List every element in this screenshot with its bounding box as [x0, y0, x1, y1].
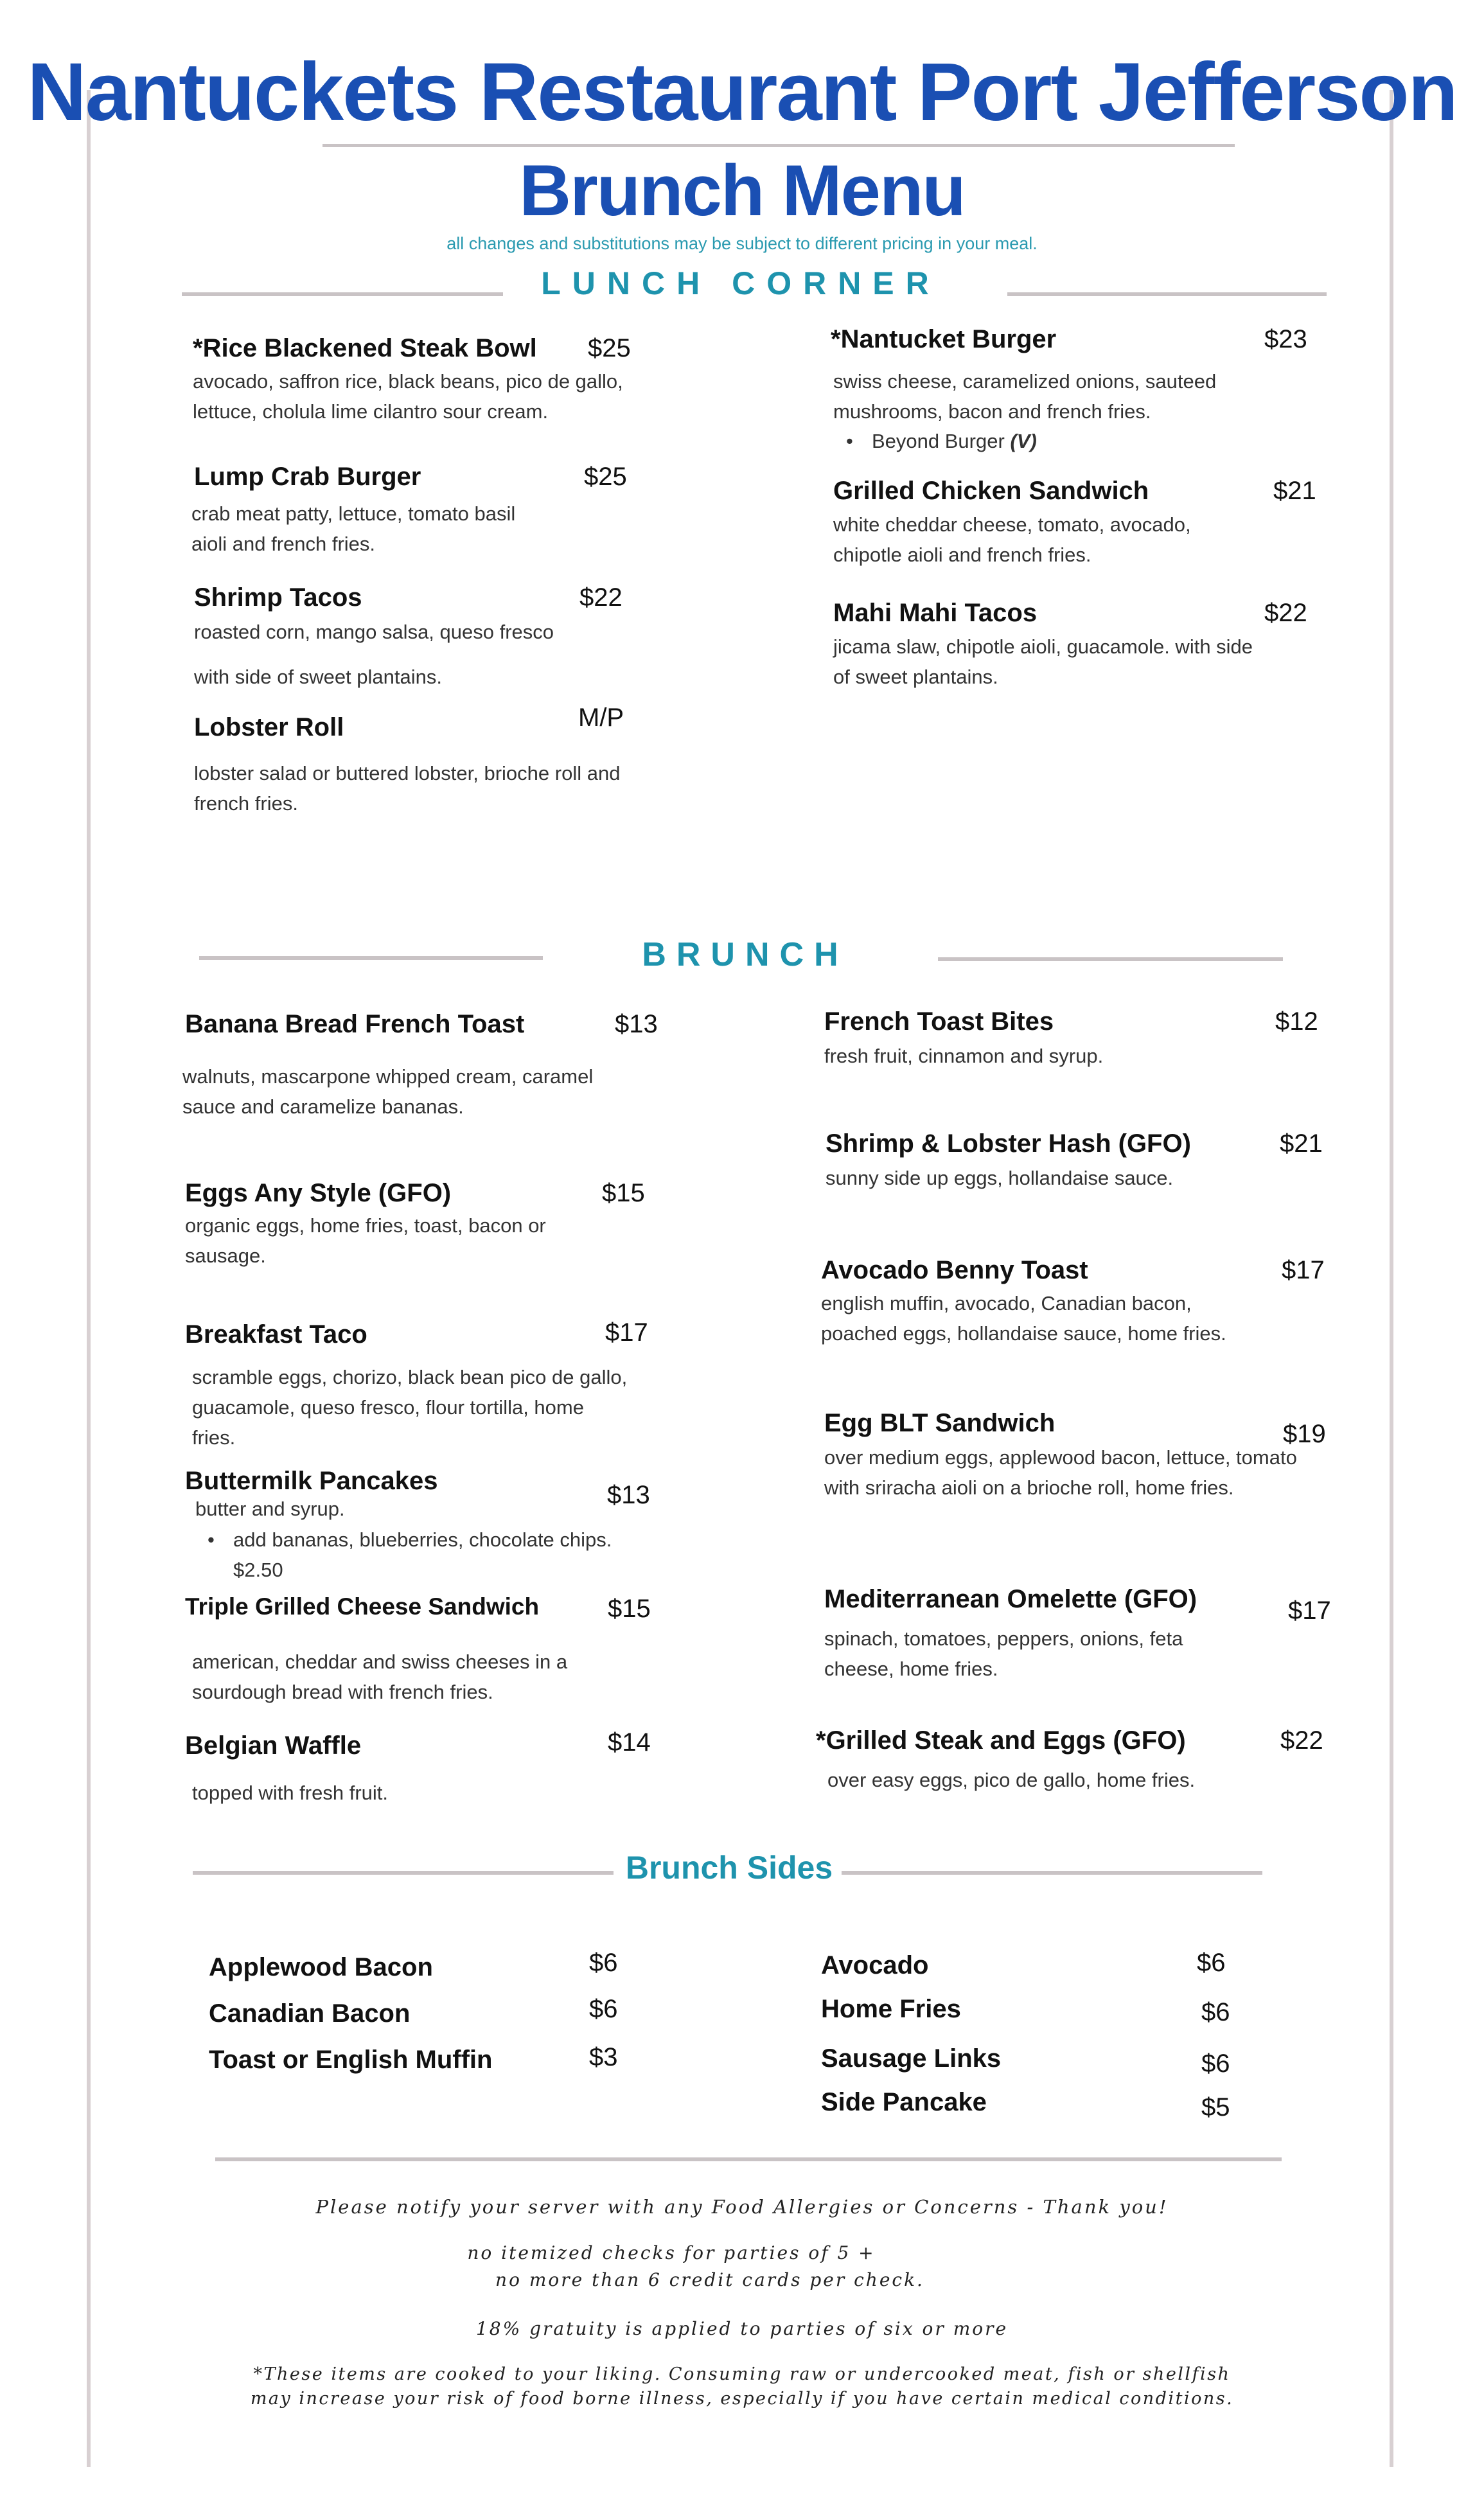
lunch-item-desc: jicama slaw, chipotle aioli, guacamole. with side of sweet plantains.: [833, 635, 1253, 688]
lunch-item-price: $25: [584, 463, 627, 491]
lunch-item-price: $21: [1273, 477, 1316, 505]
lunch-item-name: *Nantucket Burger: [831, 325, 1057, 353]
consumer-warning-line1: *These items are cooked to your liking. Consuming raw or undercooked meat, fish or shellfish: [253, 2364, 1231, 2384]
credit-card-note: no more than 6 credit cards per check.: [495, 2269, 924, 2290]
lunch-item-name: Lobster Roll: [194, 713, 344, 741]
brunch-item-price: $21: [1280, 1129, 1323, 1158]
brunch-rule-right: [938, 957, 1283, 961]
brunch-item-price: $17: [605, 1318, 648, 1347]
lunch-item-price: $25: [588, 334, 631, 362]
side-item-name: Canadian Bacon: [209, 1999, 411, 2028]
brunch-item-price: $22: [1280, 1726, 1323, 1755]
brunch-item-price: $13: [615, 1010, 658, 1038]
lunch-item-desc: roasted corn, mango salsa, queso fresco: [194, 621, 554, 643]
brunch-item-price: $15: [608, 1595, 651, 1623]
left-border-line: [87, 90, 91, 2467]
lunch-item-price: $22: [1264, 599, 1307, 627]
gratuity-note: 18% gratuity is applied to parties of six or more: [475, 2318, 1009, 2339]
sides-rule-left: [193, 1871, 614, 1875]
brunch-item-desc: fresh fruit, cinnamon and syrup.: [824, 1045, 1104, 1067]
brunch-item-desc: organic eggs, home fries, toast, bacon or sausage.: [185, 1214, 546, 1267]
lunch-item-price: $22: [579, 583, 623, 612]
side-item-price: $6: [1201, 1998, 1230, 2026]
lunch-item-name: *Rice Blackened Steak Bowl: [193, 334, 537, 362]
lunch-item-price: $23: [1264, 325, 1307, 353]
brunch-item-desc: english muffin, avocado, Canadian bacon, poached eggs, hollandaise sauce, home fries.: [821, 1292, 1226, 1345]
footer-divider: [215, 2157, 1282, 2161]
right-border-line: [1390, 90, 1393, 2467]
brunch-item-name: Mediterranean Omelette (GFO): [824, 1585, 1197, 1613]
brunch-item-desc: butter and syrup.: [195, 1498, 345, 1520]
side-item-price: $6: [1201, 2049, 1230, 2078]
sides-rule-right: [842, 1871, 1262, 1875]
itemized-checks-note: no itemized checks for parties of 5 +: [467, 2242, 876, 2263]
lunch-corner-heading: LUNCH CORNER: [541, 265, 941, 301]
brunch-sides-heading: Brunch Sides: [625, 1850, 833, 1886]
side-item-name: Side Pancake: [821, 2088, 987, 2116]
brunch-item-price: $13: [607, 1481, 650, 1509]
brunch-item-desc: over easy eggs, pico de gallo, home fries.: [827, 1769, 1196, 1791]
brunch-item-name: Breakfast Taco: [185, 1320, 367, 1349]
brunch-item-name: Egg BLT Sandwich: [824, 1409, 1056, 1437]
option-label: Beyond Burger: [872, 430, 1005, 452]
menu-title: Brunch Menu: [519, 150, 965, 231]
lunch-item-name: Shrimp Tacos: [194, 583, 362, 612]
brunch-item-option-price: $2.50: [233, 1559, 283, 1581]
side-item-price: $6: [1197, 1949, 1226, 1977]
lunch-item-desc-extra: with side of sweet plantains.: [194, 666, 442, 688]
lunch-rule-left: [182, 292, 503, 296]
pricing-note: all changes and substitutions may be subject to different pricing in your meal.: [446, 234, 1038, 253]
brunch-item-desc: american, cheddar and swiss cheeses in a sourdough bread with french fries.: [192, 1651, 568, 1703]
brunch-item-name: *Grilled Steak and Eggs (GFO): [816, 1726, 1186, 1755]
brunch-item-desc: sunny side up eggs, hollandaise sauce.: [826, 1167, 1174, 1189]
brunch-item-desc: scramble eggs, chorizo, black bean pico de gallo, guacamole, queso fresco, flour tortilla, home fries.: [192, 1366, 628, 1449]
brunch-item-name: Triple Grilled Cheese Sandwich: [185, 1593, 540, 1620]
brunch-heading: BRUNCH: [642, 936, 849, 973]
allergy-notice: Please notify your server with any Food Allergies or Concerns - Thank you!: [315, 2196, 1169, 2218]
vegan-tag: (V): [1010, 430, 1037, 452]
consumer-warning-line2: may increase your risk of food borne illness, especially if you have certain medical conditions.: [250, 2389, 1234, 2409]
side-item-name: Sausage Links: [821, 2044, 1002, 2073]
lunch-item-desc: crab meat patty, lettuce, tomato basil aioli and french fries.: [191, 502, 516, 555]
brunch-item-price: $15: [602, 1179, 645, 1207]
lunch-item-name: Mahi Mahi Tacos: [833, 599, 1038, 627]
side-item-name: Toast or English Muffin: [209, 2046, 493, 2074]
side-item-price: $6: [589, 1995, 618, 2023]
brunch-item-option: • add bananas, blueberries, chocolate chips.: [233, 1525, 651, 1555]
brunch-rule-left: [199, 956, 543, 960]
brunch-item-desc: spinach, tomatoes, peppers, onions, feta cheese, home fries.: [824, 1627, 1183, 1680]
lunch-item-name: Grilled Chicken Sandwich: [833, 477, 1149, 505]
brunch-item-name: Belgian Waffle: [185, 1731, 362, 1760]
brunch-item-price: $14: [608, 1728, 651, 1757]
lunch-item-desc: lobster salad or buttered lobster, brioche roll and french fries.: [194, 762, 621, 815]
brunch-item-name: Eggs Any Style (GFO): [185, 1179, 452, 1207]
brunch-item-name: French Toast Bites: [824, 1007, 1054, 1036]
side-item-price: $5: [1201, 2093, 1230, 2121]
brunch-item-price: $17: [1288, 1597, 1331, 1625]
lunch-item-name: Lump Crab Burger: [194, 463, 421, 491]
brunch-item-desc: walnuts, mascarpone whipped cream, caramel sauce and caramelize bananas.: [182, 1065, 594, 1118]
lunch-item-desc: swiss cheese, caramelized onions, sauteed mushrooms, bacon and french fries.: [833, 370, 1217, 423]
brunch-item-price: $19: [1283, 1420, 1326, 1448]
lunch-item-desc: white cheddar cheese, tomato, avocado, chipotle aioli and french fries.: [833, 513, 1191, 566]
side-item-name: Avocado: [821, 1951, 929, 1979]
brunch-item-name: Shrimp & Lobster Hash (GFO): [826, 1129, 1191, 1158]
brunch-item-price: $12: [1275, 1007, 1318, 1036]
header-divider: [322, 144, 1235, 147]
brunch-item-name: Avocado Benny Toast: [821, 1256, 1088, 1284]
lunch-item-price: M/P: [578, 704, 624, 732]
brunch-item-name: Buttermilk Pancakes: [185, 1467, 438, 1495]
side-item-price: $6: [589, 1949, 618, 1977]
brunch-item-name: Banana Bread French Toast: [185, 1010, 525, 1038]
restaurant-name: Nantuckets Restaurant Port Jefferson: [27, 46, 1457, 138]
lunch-item-desc: avocado, saffron rice, black beans, pico de gallo, lettuce, cholula lime cilantro sour cream.: [193, 370, 623, 423]
brunch-item-price: $17: [1282, 1256, 1325, 1284]
side-item-name: Applewood Bacon: [209, 1953, 433, 1981]
side-item-name: Home Fries: [821, 1995, 961, 2023]
side-item-price: $3: [589, 2043, 618, 2071]
lunch-item-option: [872, 426, 1037, 456]
brunch-item-desc: over medium eggs, applewood bacon, lettuce, tomato with sriracha aioli on a brioche roll, home fries.: [824, 1446, 1297, 1499]
brunch-item-desc: topped with fresh fruit.: [192, 1782, 388, 1804]
lunch-rule-right: [1007, 292, 1327, 296]
